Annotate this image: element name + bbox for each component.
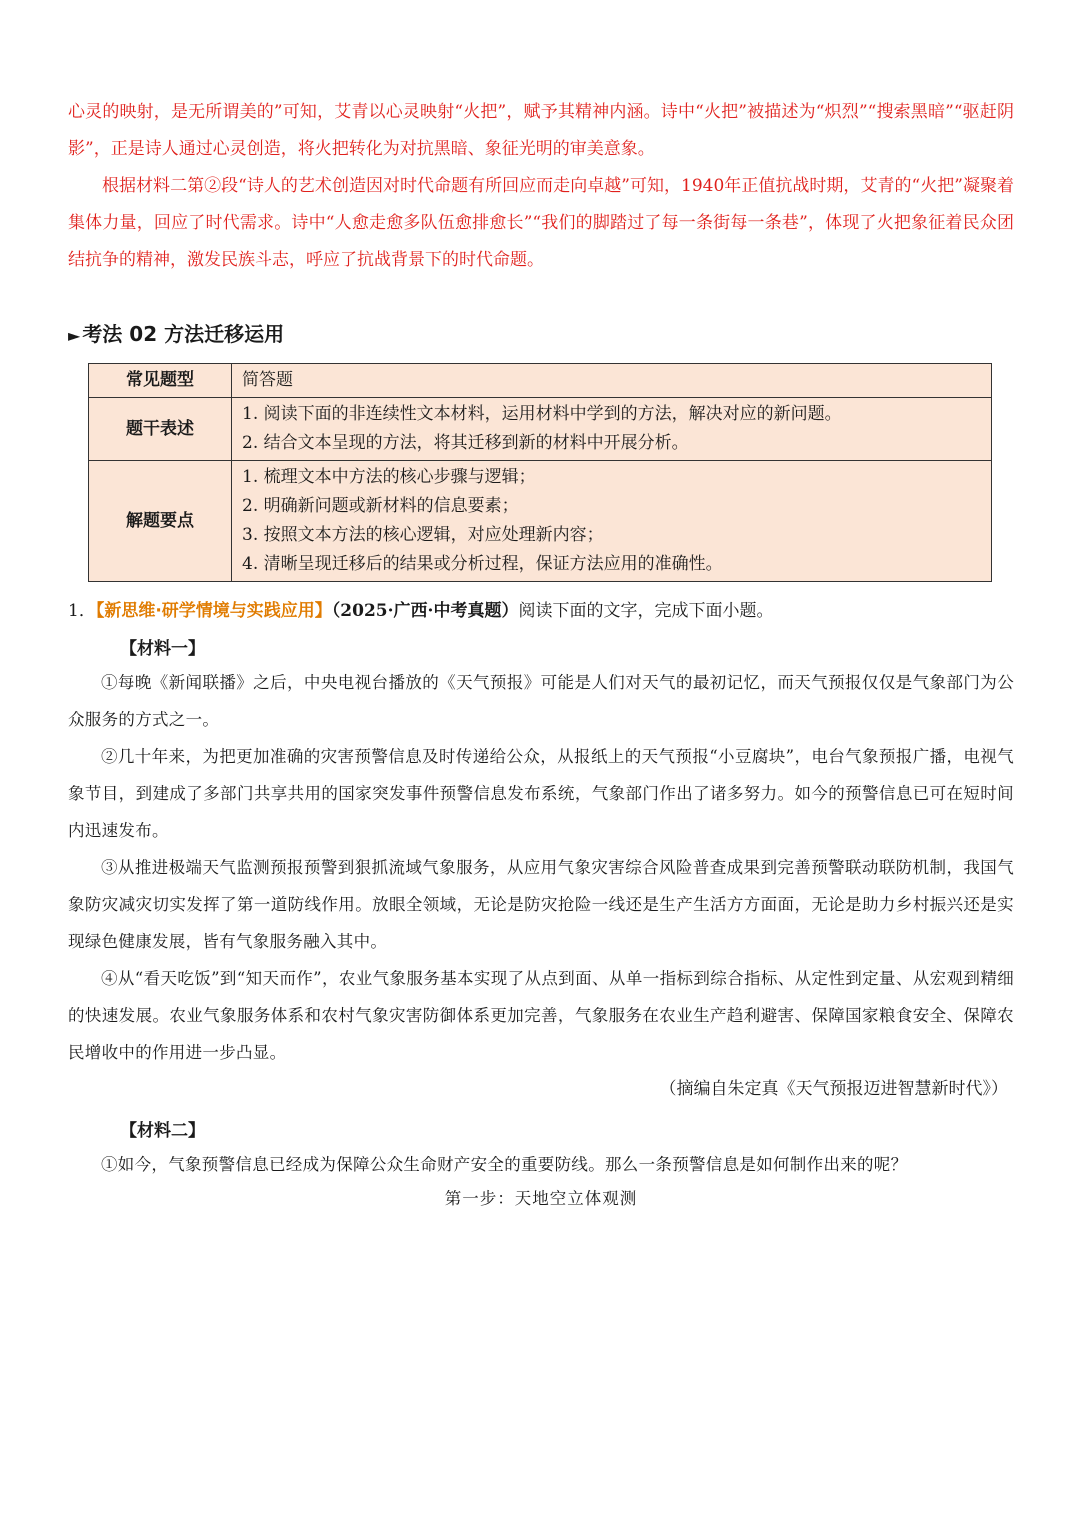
table-line: 4. 清晰呈现迁移后的结果或分析过程，保证方法应用的准确性。 bbox=[242, 554, 723, 574]
table-line: 1. 梳理文本中方法的核心步骤与逻辑； bbox=[242, 467, 536, 487]
triangle-marker-icon: ► bbox=[68, 326, 81, 345]
material-1-paragraph: ④从“看天吃饭”到“知天而作”，农业气象服务基本实现了从点到面、从单一指标到综合指标、从定性到定量、从宏观到精细的快速发展。农业气象服务体系和农村气象灾害防御体系更加完善，气象服务在农业生产趋利避害、保障国家粮食安全、保障农民增收中的作用进一步凸显。 bbox=[68, 969, 1014, 1062]
material-1-citation: （摘编自朱定真《天气预报迈进智慧新时代》） bbox=[659, 1079, 1008, 1099]
table-line: 2. 结合文本呈现的方法，将其迁移到新的材料中开展分析。 bbox=[242, 433, 689, 453]
section-heading bbox=[68, 319, 1014, 351]
method-table bbox=[88, 363, 992, 582]
table-header-cell: 常见题型 bbox=[89, 364, 232, 398]
material-2-step: 第一步：天地空立体观测 bbox=[444, 1189, 638, 1208]
answer-paragraph-1: 心灵的映射，是无所谓美的”可知，艾青以心灵映射“火把”，赋予其精神内涵。诗中“火把”被描述为“炽烈”“搜索黑暗”“驱赶阴影”，正是诗人通过心灵创造，将火把转化为对抗黑暗、象征光明的审美意象。 bbox=[68, 102, 1014, 159]
material-1-label: 【材料一】 bbox=[120, 639, 205, 659]
table-row bbox=[89, 364, 992, 398]
table-line: 3. 按照文本方法的核心逻辑，对应处理新内容； bbox=[242, 525, 604, 545]
table-cell bbox=[232, 364, 992, 398]
question-heading bbox=[68, 596, 1014, 626]
answer-paragraph-2: 根据材料二第②段“诗人的艺术创造因对时代命题有所回应而走向卓越”可知，1940年正值抗战时期，艾青的“火把”凝聚着集体力量，回应了时代需求。诗中“人愈走愈多队伍愈排愈长”“我们的脚踏过了每一条街每一条巷”，体现了火把象征着民众团结抗争的精神，激发民族斗志，呼应了抗战背景下的时代命题。 bbox=[68, 176, 1014, 270]
material-1-paragraph: ③从推进极端天气监测预报预警到狠抓流域气象服务，从应用气象灾害综合风险普查成果到完善预警联动联防机制，我国气象防灾减灾切实发挥了第一道防线作用。放眼全领域，无论是防灾抢险一线还是生产生活方方面面，无论是助力乡村振兴还是实现绿色健康发展，皆有气象服务融入其中。 bbox=[68, 858, 1014, 951]
table-row bbox=[89, 461, 992, 582]
page-content bbox=[68, 94, 1014, 1215]
table-cell bbox=[232, 461, 992, 582]
material-1-paragraph: ②几十年来，为把更加准确的灾害预警信息及时传递给公众，从报纸上的天气预报“小豆腐块”，电台气象预报广播，电视气象节目，到建成了多部门共享共用的国家突发事件预警信息发布系统，气象部门作出了诸多努力。如今的预警信息已可在短时间内迅速发布。 bbox=[68, 747, 1014, 840]
table-line: 1. 阅读下面的非连续性文本材料，运用材料中学到的方法，解决对应的新问题。 bbox=[242, 404, 842, 424]
table-header-cell: 解题要点 bbox=[89, 461, 232, 582]
material-2-paragraph: ①如今，气象预警信息已经成为保障公众生命财产安全的重要防线。那么一条预警信息是如何制作出来的呢？ bbox=[101, 1155, 908, 1174]
table-row bbox=[89, 398, 992, 461]
table-cell bbox=[232, 398, 992, 461]
question-instruction: 阅读下面的文字，完成下面小题。 bbox=[518, 601, 774, 621]
table-line: 简答题 bbox=[242, 370, 293, 390]
table-header-cell: 题干表述 bbox=[89, 398, 232, 461]
material-1-paragraph: ①每晚《新闻联播》之后，中央电视台播放的《天气预报》可能是人们对天气的最初记忆，而天气预报仅仅是气象部门为公众服务的方式之一。 bbox=[68, 673, 1014, 729]
question-number: 1． bbox=[68, 601, 96, 621]
material-2-label: 【材料二】 bbox=[120, 1121, 205, 1141]
question-source: （2025·广西·中考真题） bbox=[331, 601, 519, 621]
table-line: 2. 明确新问题或新材料的信息要素； bbox=[242, 496, 519, 516]
section-title: 考法 02 方法迁移运用 bbox=[82, 322, 285, 346]
question-tag: 【新思维·研学情境与实践应用】 bbox=[95, 601, 332, 621]
